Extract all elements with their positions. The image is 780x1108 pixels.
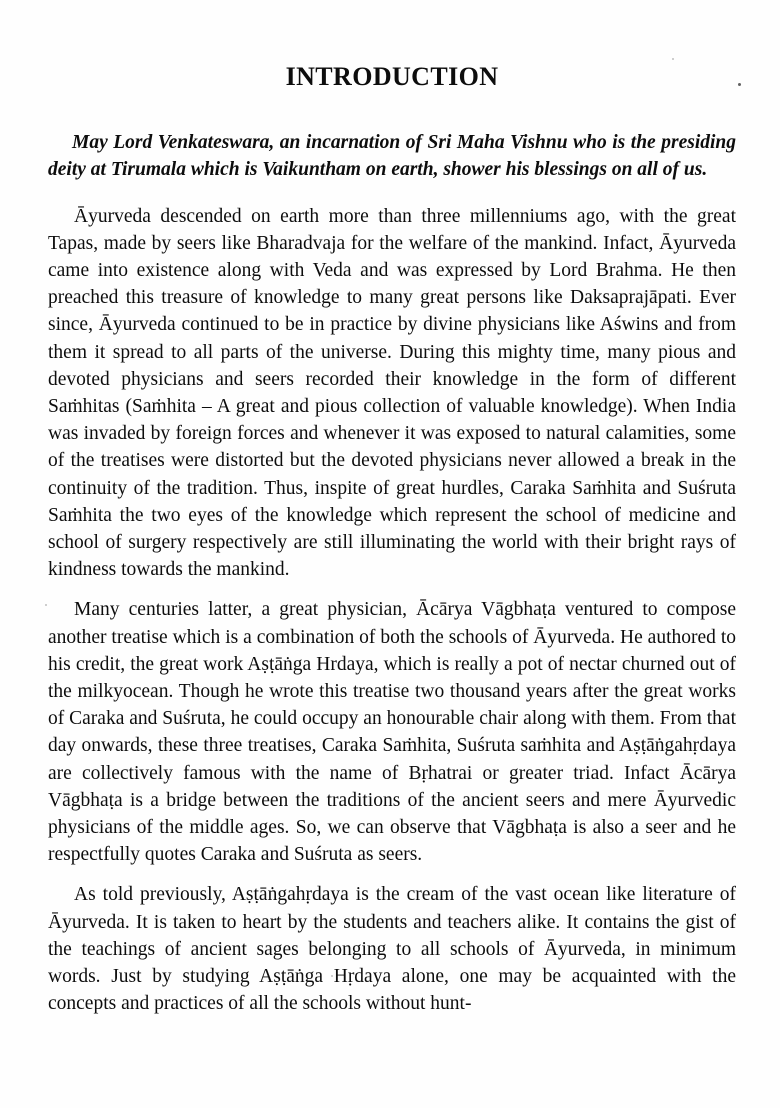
scan-speckle [45, 604, 47, 606]
body-paragraph-3: As told previously, Aṣṭāṅgahṛdaya is the cream of the vast ocean like literature of Āyurveda. It is taken to heart by the students and teachers alike. It contains the gist of the teachings of ancient sages belonging to all schools of Āyurveda, in minimum words. Just by studying Aṣṭāṅga Hṛdaya alone, one may be acquainted with the concepts and practices of all the schools without hunt- [48, 884, 736, 1015]
body-paragraph-1: Āyurveda descended on earth more than three millenniums ago, with the great Tapas, made by seers like Bharadvaja for the welfare of the mankind. Infact, Āyurveda came into existence along with Veda and was expressed by Lord Brahma. He then preached this treasure of knowledge to many great persons like Daksaprajāpati. Ever since, Āyurveda continued to be in practice by divine physicians like Aświns and from them it spread to all parts of the universe. During this mighty time, many pious and devoted physicians and seers recorded their knowledge in the form of different Saṁhitas (Saṁhita – A great and pious collection of valuable knowledge). When India was invaded by foreign forces and whenever it was exposed to natural calamities, some of the treatises were distorted but the devoted physicians never allowed a break in the continuity of the tradition. Thus, inspite of great hurdles, Caraka Saṁhita and Suśruta Saṁhita the two eyes of the knowledge which represent the school of medicine and school of surgery respectively are still illuminating the world with their bright rays of kindness towards the mankind. [48, 205, 736, 581]
page-content [48, 0, 736, 1017]
lead-paragraph: May Lord Venkateswara, an incarnation of Sri Maha Vishnu who is the presiding deity at Tirumala which is Vaikuntham on earth, shower his blessings on all of us. [48, 132, 736, 180]
scan-speckle [738, 83, 741, 86]
page-title: INTRODUCTION [285, 62, 499, 91]
body-paragraph-2: Many centuries latter, a great physician, Ācārya Vāgbhaṭa ventured to compose another treatise which is a combination of both the schools of Āyurveda. He authored to his credit, the great work Aṣṭāṅga Hrdaya, which is really a pot of nectar churned out of the milkyocean. Though he wrote this treatise two thousand years after the great works of Caraka and Suśruta, he could occupy an honourable chair along with them. From that day onwards, these three treatises, Caraka Saṁhita, Suśruta saṁhita and Aṣṭāṅgahṛdaya are collectively famous with the name of Bṛhatrai or greater triad. Infact Ācārya Vāgbhaṭa is a bridge between the traditions of the ancient seers and mere Āyurvedic physicians of the middle ages. So, we can observe that Vāgbhaṭa is also a seer and he respectfully quotes Caraka and Suśruta as seers. [48, 599, 736, 866]
